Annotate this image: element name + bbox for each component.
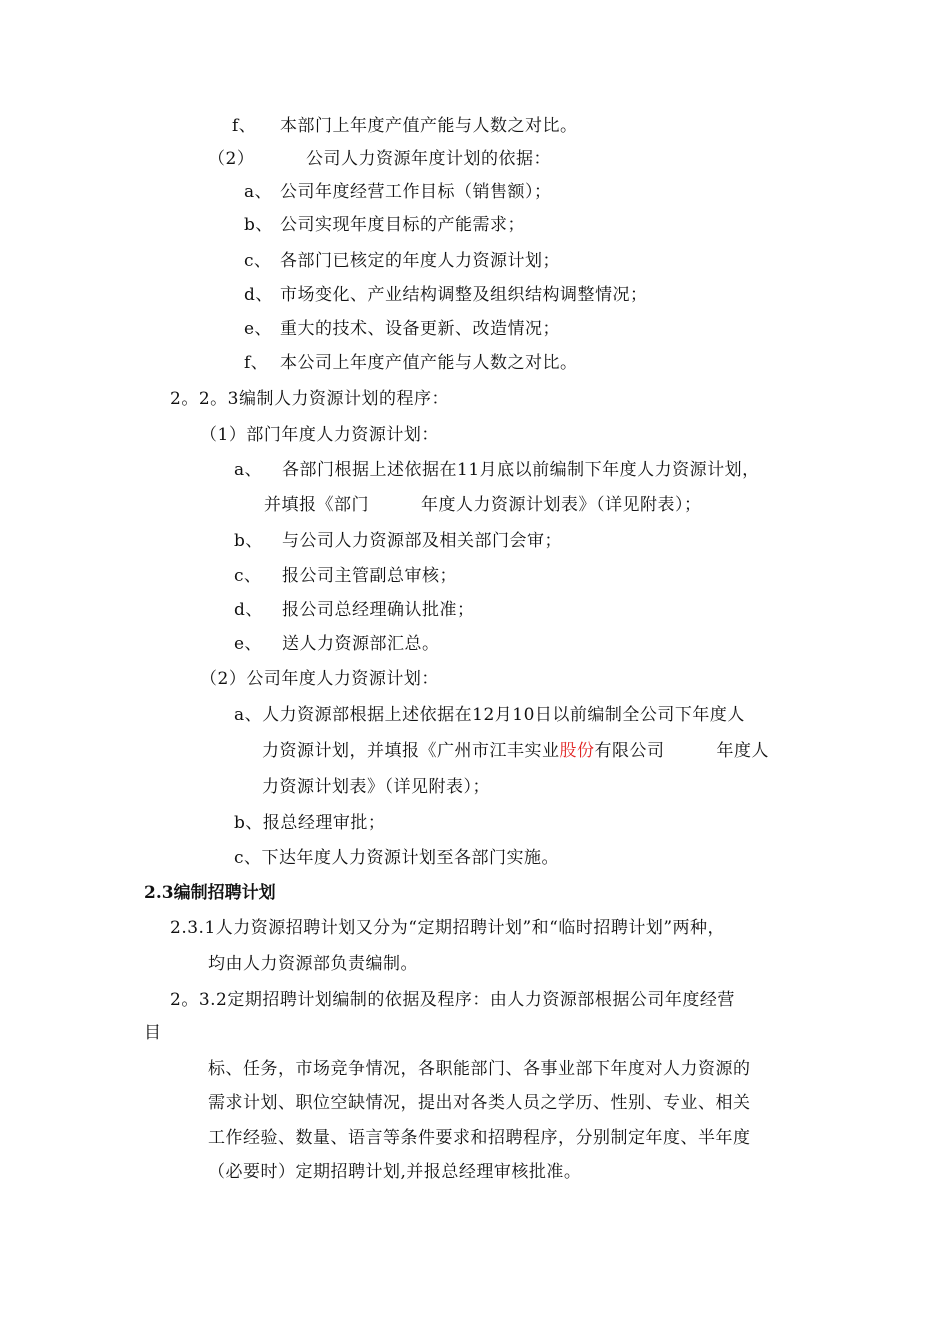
- paragraph: 2.3.1人力资源招聘计划又分为“定期招聘计划”和“临时招聘计划”两种，: [170, 918, 726, 938]
- list-item: f、 本公司上年度产值产能与人数之对比。: [244, 353, 578, 373]
- paragraph: 2。3.2定期招聘计划编制的依据及程序：由人力资源部根据公司年度经营: [170, 990, 735, 1010]
- list-item: c、 报公司主管副总审核；: [234, 566, 457, 586]
- list-item-continuation: 并填报《部门 年度人力资源计划表》（详见附表）；: [264, 495, 702, 515]
- list-item: c、下达年度人力资源计划至各部门实施。: [234, 848, 560, 868]
- list-item: b、 与公司人力资源部及相关部门会审；: [234, 531, 562, 551]
- section-title: 2.3编制招聘计划: [144, 883, 276, 903]
- list-item: c、 各部门已核定的年度人力资源计划；: [244, 251, 560, 271]
- list-item: d、 市场变化、产业结构调整及组织结构调整情况；: [244, 285, 648, 305]
- list-item: b、报总经理审批；: [234, 813, 386, 833]
- list-item: a、 公司年度经营工作目标（销售额）；: [244, 182, 552, 202]
- list-item: f、 本部门上年度产值产能与人数之对比。: [232, 116, 578, 136]
- list-item: e、 重大的技术、设备更新、改造情况；: [244, 319, 560, 339]
- section-heading: （1）部门年度人力资源计划：: [200, 425, 439, 445]
- paragraph-continuation: 均由人力资源部负责编制。: [208, 954, 418, 974]
- section-heading: （2） 公司人力资源年度计划的依据：: [208, 149, 551, 169]
- section-heading: （2）公司年度人力资源计划：: [200, 669, 439, 689]
- paragraph-continuation: 需求计划、职位空缺情况，提出对各类人员之学历、性别、专业、相关: [208, 1093, 751, 1113]
- list-item-continuation: 力资源计划表》（详见附表）；: [262, 777, 490, 797]
- list-item: a、人力资源部根据上述依据在12月10日以前编制全公司下年度人: [234, 705, 745, 725]
- list-item-continuation: 力资源计划，并填报《广州市江丰实业股份有限公司 年度人: [262, 741, 769, 761]
- paragraph-continuation: 标、任务，市场竞争情况，各职能部门、各事业部下年度对人力资源的: [208, 1059, 751, 1079]
- list-item: b、 公司实现年度目标的产能需求；: [244, 215, 525, 235]
- list-item: d、 报公司总经理确认批准；: [234, 600, 475, 620]
- highlighted-text: 股份: [559, 741, 595, 761]
- list-item: a、 各部门根据上述依据在11月底以前编制下年度人力资源计划，: [234, 460, 760, 480]
- list-item: e、 送人力资源部汇总。: [234, 634, 440, 654]
- paragraph-continuation: 目: [144, 1023, 162, 1043]
- paragraph-continuation: 工作经验、数量、语言等条件要求和招聘程序，分别制定年度、半年度: [208, 1128, 751, 1148]
- section-heading: 2。2。3编制人力资源计划的程序：: [170, 389, 449, 409]
- paragraph-continuation: （必要时）定期招聘计划,并报总经理审核批准。: [208, 1162, 582, 1182]
